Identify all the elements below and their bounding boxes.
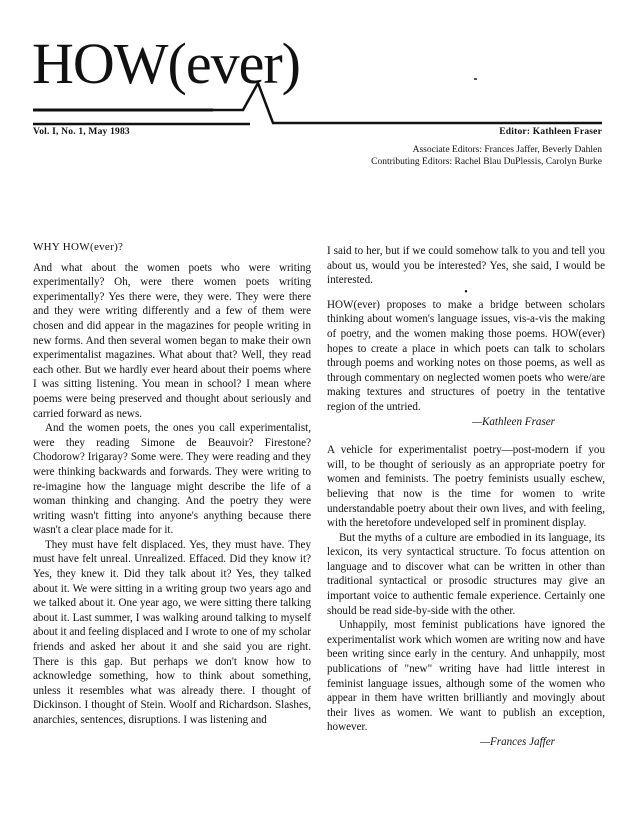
paragraph: And the women poets, the ones you call experimentalist, were they reading Simone de Beauvoir? Firestone? Chodorow? Irigaray? Some were. They were reading and they were thinking backwards and forwards. They were writing to re-imagine how the language might describe the life of a woman thinking and changing. And the poetry they were writing wasn't fitting into anyone's anything because there wasn't a clear place made for it. (33, 422, 311, 537)
associate-editors: Associate Editors: Frances Jaffer, Beverly Dahlen (412, 145, 602, 155)
paragraph: And what about the women poets who were writing experimentally? Oh, were there women poets writing experimentally? Yes there were, they were. They were there and they were writing differently and a few of them were chosen and did appear in the magazines for people writing in new forms. And then several women began to make their own experimentalist magazines. What about that? Well, they read each other. But we hardly ever heard about their poems where I was sitting listening. You mean in school? I mean where poems were being preserved and thought about seriously and carried forward as news. (33, 261, 311, 420)
paragraph: I said to her, but if we could somehow talk to you and tell you about us, would you be interested? Yes, she said, I would be interested. (327, 245, 605, 287)
paragraph: Unhappily, most feminist publications have ignored the experimentalist work which women are writing now and have been writing since early in the century. And unhappily, most publications of "new" writing have had little interest in feminist language issues, although some of the women who appear in them have written brilliantly and movingly about their lives as women. We want to publish an exception, however. (327, 619, 605, 734)
masthead-rule (0, 0, 635, 130)
editor-credits (371, 144, 602, 168)
masthead-title: HOW(ever) (32, 31, 300, 96)
signature-frances-jaffer: —Frances Jaffer (480, 736, 555, 748)
paragraph: They must have felt displaced. Yes, they must have. They must have felt unreal. Unrealized. Effaced. Did they know it? Yes, they knew it. Did they talk about it? Yes, they talked about it. We were sitting in a writing group two years ago and we talked about it. One year ago, we were sitting there talking about it. Last summer, I was walking around talking to myself about it and feeling displaced and I wrote to one of my scholar friends and asked her about it and she said you are right. There is this gap. But perhaps we don't know how to acknowledge something, how to think about something, unless it resembles what was already there. I thought of Dickinson. I thought of Stein. Woolf and Richardson. Slashes, anarchies, sentences, disruptions. I was listening and (33, 538, 311, 726)
mission-paragraph: HOW(ever) proposes to make a bridge between scholars thinking about women's language issues, vis-a-vis the making of poetry, and the women making those poems. HOW(ever) hopes to create a place in which poets can talk to scholars through poems and working notes on those poems, as well as through commentary on neglected women poets who were/are making textures and structures of poetry in the tentative region of the untried. (327, 298, 605, 413)
signature-kathleen-fraser: —Kathleen Fraser (472, 415, 555, 428)
issue-line: Vol. I, No. 1, May 1983 (33, 127, 130, 137)
section-bullet: • (464, 286, 468, 298)
paragraph: But the myths of a culture are embodied in its language, its lexicon, its very syntactical structure. To focus attention on language and to discover what can be written in other than traditional syntactical or prosodic structures may give an important voice to authentic female experience. Certainly one should be read side-by-side with the other. (327, 531, 605, 617)
paragraph: A vehicle for experimentalist poetry—post-modern if you will, to be thought of seriously as an appropriate poetry for women and feminists. The poetry feminists usually eschew, believing that now is the time for women to write understandable poetry about their own lives, and with feeling, with the heretofore undeveloped self in prominent display. (327, 444, 605, 530)
right-column (327, 244, 605, 750)
print-speck (474, 78, 477, 80)
left-column (33, 240, 311, 728)
article-heading: WHY HOW(ever)? (33, 241, 124, 253)
editor-credit: Editor: Kathleen Fraser (499, 127, 602, 137)
spacer (327, 429, 605, 443)
contributing-editors: Contributing Editors: Rachel Blau DuPlessis, Carolyn Burke (371, 157, 602, 167)
